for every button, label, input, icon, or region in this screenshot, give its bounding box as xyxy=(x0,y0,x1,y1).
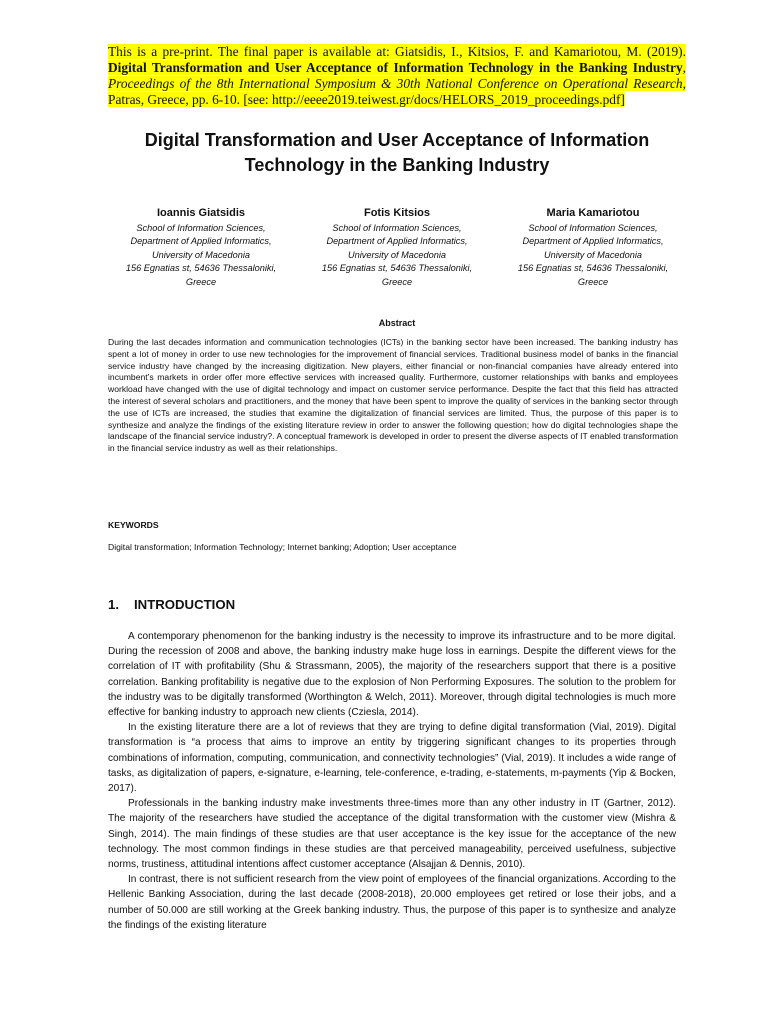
preprint-intro: This is a pre-print. The final paper is available at: Giatsidis, I., Kitsios, F. and Kamariotou, M. (2019). xyxy=(108,44,686,59)
preprint-comma: , xyxy=(682,60,686,75)
paper-title-line-2: Technology in the Banking Industry xyxy=(244,155,550,175)
author-list xyxy=(108,206,686,289)
affiliation-line: Greece xyxy=(381,276,413,287)
preprint-proceedings: Proceedings of the 8th International Symposium & 30th National Conference on Operational Research xyxy=(108,76,683,91)
author-affiliation xyxy=(304,222,490,289)
introduction-paragraph: In contrast, there is not sufficient research from the view point of employees of the financial organizations. According to the Hellenic Banking Association, during the last decade (2008-2018), 20.000 employees get retired or lose their jobs, and a number of 50.000 are still working at the Greek banking industry. Thus, the purpose of this paper is to synthesize and analyze the findings of the existing literature xyxy=(108,874,676,931)
author-block xyxy=(500,206,686,289)
affiliation-line: University of Macedonia xyxy=(347,249,447,260)
author-block xyxy=(304,206,490,289)
affiliation-line: 156 Egnatias st, 54636 Thessaloniki, xyxy=(125,263,277,274)
affiliation-line: University of Macedonia xyxy=(151,249,251,260)
introduction-paragraph: A contemporary phenomenon for the banking industry is the necessity to improve its infrastructure and to be more digital. During the recession of 2008 and above, the banking industry make huge loss in earnings. Despite the different views for the correlation of IT with profitability (Shu & Strassmann, 2005), the majority of the researchers support that there is a positive correlation. Banking profitability is negative due to the explosion of Non Performing Exposures. The solution to the problem for the industry was to be digitally transformed (Worthington & Welch, 2011). Moreover, through digital technologies is much more effective for banking industry to approach new clients (Cziesla, 2014). xyxy=(108,631,676,719)
abstract-heading: Abstract xyxy=(378,318,416,328)
affiliation-line: School of Information Sciences, xyxy=(528,223,658,233)
affiliation-line: University of Macedonia xyxy=(543,249,643,260)
affiliation-line: 156 Egnatias st, 54636 Thessaloniki, xyxy=(321,263,473,274)
introduction-paragraph: In the existing literature there are a lot of reviews that they are trying to define digital transformation (Vial, 2019). Digital transformation is “a process that aims to improve an entity by triggering significant changes to its properties through combinations of information, computing, communication, and connectivity technologies” (Vial, 2019). It includes a wide range of tasks, as digitalization of papers, e-signature, e-learning, tele-conference, e-trading, e-statements, m-payments (Yip & Bocken, 2017). xyxy=(108,722,676,795)
keywords-heading: KEYWORDS xyxy=(108,520,159,530)
keywords-text: Digital transformation; Information Technology; Internet banking; Adoption; User acceptance xyxy=(108,542,457,552)
affiliation-line: Greece xyxy=(185,276,217,287)
paper-title xyxy=(108,128,686,178)
affiliation-line: School of Information Sciences, xyxy=(332,223,462,233)
paper-title-line-1: Digital Transformation and User Acceptance of Information xyxy=(144,130,650,150)
preprint-paper-title: Digital Transformation and User Acceptance of Information Technology in the Banking Industry xyxy=(108,60,683,75)
abstract-text: During the last decades information and communication technologies (ICTs) in the banking sector have been increased. The banking industry has spent a lot of money in order to use new technologies for the improvement of financial services. Traditional business model of banks in the financial service industry have changed by the increasing digitization. New players, either financial or non-financial companies have already entered into incumbent’s markets in order offer more effective services with increased quality. Furthermore, customer relationships with banks and employees workload have changed with the use of digital technology and impact on customer service performance. Despite the fact that this field has attracted the interest of several scholars and practitioners, and the money that have been spent to improve the quality of services in the banking sector through the use of ICTs are increased, the studies that examine the digitalization of financial services are limited. Thus, the purpose of this paper is to synthesize and analyze the findings of the existing literature review in order to answer the following question; how do digital technologies shape the landscape of the financial service industry?. A conceptual framework is developed in order to present the diverse aspects of IT enabled transformation in the financial service industry as well as their relationships. xyxy=(108,337,678,454)
affiliation-line: 156 Egnatias st, 54636 Thessaloniki, xyxy=(517,263,669,274)
affiliation-line: Greece xyxy=(577,276,609,287)
section-title: INTRODUCTION xyxy=(134,597,236,612)
author-name: Maria Kamariotou xyxy=(546,207,640,219)
author-affiliation xyxy=(500,222,686,289)
section-heading-introduction xyxy=(108,597,235,612)
introduction-body xyxy=(108,629,676,933)
affiliation-line: Department of Applied Informatics, xyxy=(522,236,664,247)
affiliation-line: Department of Applied Informatics, xyxy=(130,236,272,247)
author-affiliation xyxy=(108,222,294,289)
affiliation-line: School of Information Sciences, xyxy=(136,223,266,233)
preprint-notice xyxy=(108,44,686,108)
author-name: Fotis Kitsios xyxy=(363,207,430,219)
introduction-paragraph: Professionals in the banking industry make investments three-times more than any other industry in IT (Gartner, 2012). The majority of the researchers have studied the acceptance of the digital transformation with the customer view (Mishra & Singh, 2014). The main findings of these studies are that user acceptance is the key issue for the acceptance of the new technology. The most common findings in these studies are that perceived manageability, perceived usefulness, subjective norms, trustiness, attitudinal intentions affect customer acceptance (Alsajjan & Dennis, 2010). xyxy=(108,798,676,871)
author-name: Ioannis Giatsidis xyxy=(156,207,246,219)
author-block xyxy=(108,206,294,289)
preprint-location-url[interactable]: , Patras, Greece, pp. 6-10. [see: http://eeee2019.teiwest.gr/docs/HELORS_2019_proceedings.pdf] xyxy=(108,76,686,107)
section-number: 1. xyxy=(108,597,119,612)
affiliation-line: Department of Applied Informatics, xyxy=(326,236,468,247)
